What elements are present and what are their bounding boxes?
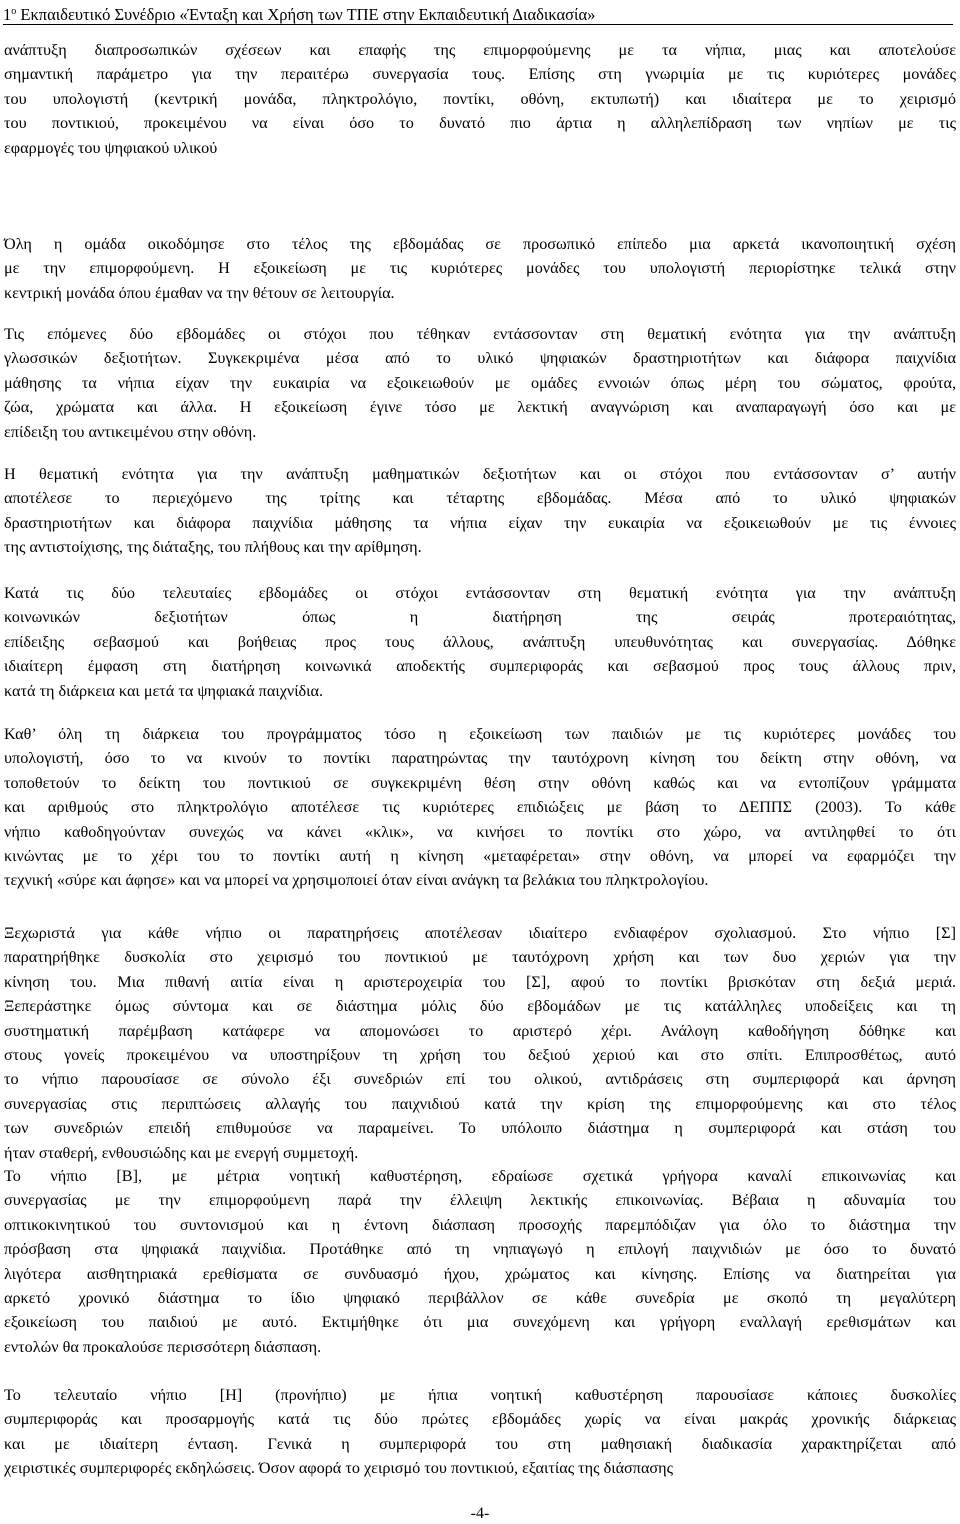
page-number: -4- <box>470 1505 490 1522</box>
text-line: τοποθετούν το δείκτη του ποντικιού σε συγκεκριμένη θέση στην οθόνη καθώς και να εντοπίζουν γράμματα <box>4 773 956 792</box>
text-line: συνεργασίας στις περιπτώσεις αλλαγής του παιχνιδιού κατά την κρίση της επιμορφούμενης και στο τέλος <box>4 1094 956 1113</box>
running-header <box>3 0 953 25</box>
text-line: και με ιδιαίτερη ένταση. Γενικά η συμπεριφορά του στη μαθησιακή διαδικασία χαρακτηρίζεται από <box>4 1434 956 1453</box>
text-line: ιδιαίτερη έμφαση στη διατήρηση κοινωνικά αποδεκτής συμπεριφοράς και σεβασμού προς τους άλλους πριν, <box>4 657 956 676</box>
text-line: Η θεματική ενότητα για την ανάπτυξη μαθηματικών δεξιοτήτων και οι στόχοι που εντάσσονταν σ’ αυτήν <box>4 465 956 483</box>
text-line: επίδειξης σεβασμού και βοήθειας προς τους άλλους, ανάπτυξη υπευθυνότητας και συνεργασίας. Δόθηκε <box>4 632 956 651</box>
text-line: ήταν σταθερή, ενθουσιώδης και με ενεργή συμμετοχή. <box>4 1143 359 1162</box>
text-line: τεχνική «σύρε και άφησε» και να μπορεί να χρησιμοποιεί όταν είναι ανάγκη τα βελάκια του πληκτρολογίου. <box>4 871 709 890</box>
text-line: Κατά τις δύο τελευταίες εβδομάδες οι στόχοι εντάσσονταν στη θεματική ενότητα για την ανάπτυξη <box>4 584 956 602</box>
text-line: αποτέλεσε το περιεχόμενο της τρίτης και τέταρτης εβδομάδας. Μέσα από το υλικό ψηφιακών <box>4 489 956 508</box>
paragraph <box>4 322 956 444</box>
text-line: δραστηριοτήτων και διάφορα παιχνίδια μάθησης τα νήπια είχαν την ευκαιρία να εξοικειωθούν με τις έννοιες <box>4 513 956 532</box>
text-line: συμπεριφοράς και προσαρμογής κατά τις δύο πρώτες εβδομάδες χωρίς να είναι μακράς χρονικής διάρκειας <box>4 1410 956 1429</box>
paragraph <box>4 462 956 560</box>
text-line: οπτικοκινητικού του συντονισμού και η έντονη διάσπαση προσοχής παρεμπόδιζαν για όλο το διάστημα την <box>4 1215 956 1234</box>
text-line: εντολών θα προκαλούσε περισσότερη διάσπαση. <box>4 1337 322 1356</box>
text-line: Όλη η ομάδα οικοδόμησε στο τέλος της εβδομάδας σε προσωπικό επίπεδο μια αρκετά ικανοποιητική σχέση <box>4 235 956 253</box>
text-line: με την επιμορφούμενη. Η εξοικείωση με τις κυριότερες μονάδες του υπολογιστή περιορίστηκε τελικά στην <box>4 259 956 278</box>
text-line: των συνεδριών επειδή επιθυμούσε να παραμείνει. Το υπόλοιπο διάστημα η συμπεριφορά και στάση του <box>4 1119 956 1138</box>
paragraph <box>4 38 956 160</box>
header-superscript: ο <box>11 6 17 17</box>
text-line: κατά τη διάρκεια και μετά τα ψηφιακά παιχνίδια. <box>4 681 324 700</box>
paragraph <box>4 581 956 703</box>
text-line: Ξεπεράστηκε όμως σύντομα και σε διάστημα μόλις δύο εβδομάδων με τις κατάλληλες υποδείξεις και τη <box>4 997 956 1016</box>
header-title: Εκπαιδευτικό Συνέδριο «Ένταξη και Χρήση των ΤΠΕ στην Εκπαιδευτική Διαδικασία» <box>16 5 596 24</box>
text-line: και αριθμούς στο πληκτρολόγιο αποτέλεσε τις κυριότερες επιδιώξεις με βάση το ΔΕΠΠΣ (2003). Το κάθε <box>4 798 956 817</box>
text-line: συνεργασίας με την επιμορφούμενη παρά την έλλειψη λεκτικής επικοινωνίας. Βέβαια η αδυναμία του <box>4 1191 956 1210</box>
header-number: 1 <box>3 5 12 24</box>
text-line: μάθησης τα νήπια είχαν την ευκαιρία να εξοικειωθούν με ομάδες εννοιών όπως μέρη του σώματος, φρούτα, <box>4 373 956 392</box>
text-line: στους γονείς προκειμένου να υποστηρίξουν τη χρήση του δεξιού χεριού και στο σπίτι. Επιπροσθέτως, αυτό <box>4 1045 956 1064</box>
text-line: της αντιστοίχισης, της διάταξης, του πλήθους και την αρίθμηση. <box>4 538 422 557</box>
text-line: νήπιο καθοδηγούνταν συνεχώς να κάνει «κλικ», να κινήσει το ποντίκι στο χώρο, να αντιληφθεί το ότι <box>4 822 956 841</box>
text-line: εφαρμογές του ψηφιακού υλικού <box>4 138 218 157</box>
paragraph <box>4 722 956 893</box>
text-line: κίνηση του. Μια πιθανή αιτία είναι η αριστεροχειρία του [Σ], αφού το ποντίκι βρισκόταν στη δεξιά μεριά. <box>4 972 956 991</box>
text-line: σημαντική παράμετρο για την περαιτέρω συνεργασία τους. Επίσης στη γνωριμία με τις κυριότερες μονάδες <box>4 65 956 84</box>
text-line: αρκετό χρονικό διάστημα το ίδιο ψηφιακό περιβάλλον σε κάθε συνεδρία με σκοπό τη μεγαλύτερη <box>4 1288 956 1307</box>
text-line: το νήπιο παρουσίασε σε σύνολο έξι συνεδριών επί του ολικού, αντιδράσεις στη συμπεριφορά και άρνηση <box>4 1070 956 1089</box>
text-line: ζώα, χρώματα και άλλα. Η εξοικείωση έγινε τόσο με λεκτική αναγνώριση και αναπαραγωγή όσο και με <box>4 398 956 417</box>
text-line: κεντρική μονάδα όπου έμαθαν να την θέτουν σε λειτουργία. <box>4 283 395 302</box>
text-line: χειριστικές συμπεριφορές εκδηλώσεις. Όσον αφορά το χειρισμό του ποντικιού, εξαιτίας της διάσπασης <box>4 1459 674 1478</box>
text-line: πρόσβαση στα ψηφιακά παιχνίδια. Προτάθηκε από τη νηπιαγωγό η επιλογή παιχνιδιών με όσο το δυνατό <box>4 1240 956 1259</box>
text-line: του υπολογιστή (κεντρική μονάδα, πληκτρολόγιο, ποντίκι, οθόνη, εκτυπωτή) και ιδιαίτερα με το χειρισμό <box>4 89 956 108</box>
text-line: Τις επόμενες δύο εβδομάδες οι στόχοι που τέθηκαν εντάσσονταν στη θεματική ενότητα για την ανάπτυξη <box>4 325 956 343</box>
text-line: συστηματική παρέμβαση κατάφερε να απομονώσει το αριστερό χέρι. Ανάλογη καθοδήγηση δόθηκε και <box>4 1021 956 1040</box>
text-line: Το νήπιο [Β], με μέτρια νοητική καθυστέρηση, εδραίωσε σχετικά γρήγορα καναλί επικοινωνίας και <box>4 1167 956 1185</box>
text-line: γλωσσικών δεξιοτήτων. Συγκεκριμένα μέσα από το υλικό ψηφιακών δραστηριοτήτων και διάφορα παιχνίδια <box>4 349 956 368</box>
text-line: κοινωνικών δεξιοτήτων όπως η διατήρηση της σειράς προτεραιότητας, <box>4 608 956 627</box>
text-line: εξοικείωση του παιδιού με αυτό. Εκτιμήθηκε ότι μια συνεχόμενη και γρήγορη εναλλαγή ερεθισμάτων και <box>4 1313 956 1332</box>
paragraph <box>4 921 956 1165</box>
text-line: του ποντικιού, προκειμένου να είναι όσο το δυνατό πιο άρτια η αλληλεπίδραση των νηπίων με τις <box>4 114 956 133</box>
paragraph <box>4 232 956 305</box>
text-line: επίδειξη του αντικειμένου στην οθόνη. <box>4 422 257 441</box>
text-line: παρατηρήθηκε δυσκολία στο χειρισμό του ποντικιού με ταυτόχρονη χρήση και των δυο χεριών για την <box>4 948 956 967</box>
text-line: Καθ’ όλη τη διάρκεια του προγράμματος τόσο η εξοικείωση των παιδιών με τις κυριότερες μονάδες του <box>4 725 956 743</box>
text-line: Ξεχωριστά για κάθε νήπιο οι παρατηρήσεις αποτέλεσαν ιδιαίτερο ενδιαφέρον σχολιασμού. Στο νήπιο [Σ] <box>4 924 956 942</box>
text-line: ανάπτυξη διαπροσωπικών σχέσεων και επαφής της επιμορφούμενης με τα νήπια, μιας και αποτελούσε <box>4 41 956 59</box>
paragraph <box>4 1164 956 1359</box>
text-line: κινώντας με το χέρι του το ποντίκι αυτή η κίνηση «μεταφέρεται» στην οθόνη, να μπορεί να εφαρμόζει την <box>4 846 956 865</box>
text-line: λιγότερα αισθητηριακά ερεθίσματα σε συνδυασμό ήχου, χρώματος και κίνησης. Επίσης να διατηρείται για <box>4 1264 956 1283</box>
text-line: Το τελευταίο νήπιο [Η] (προνήπιο) με ήπια νοητική καθυστέρηση παρουσίασε κάποιες δυσκολίες <box>4 1386 956 1404</box>
paragraph <box>4 1383 956 1481</box>
text-line: υπολογιστή, όσο το να κινούν το ποντίκι παρατηρώντας την ταυτόχρονη κίνηση του δείκτη στην οθόνη, να <box>4 749 956 768</box>
